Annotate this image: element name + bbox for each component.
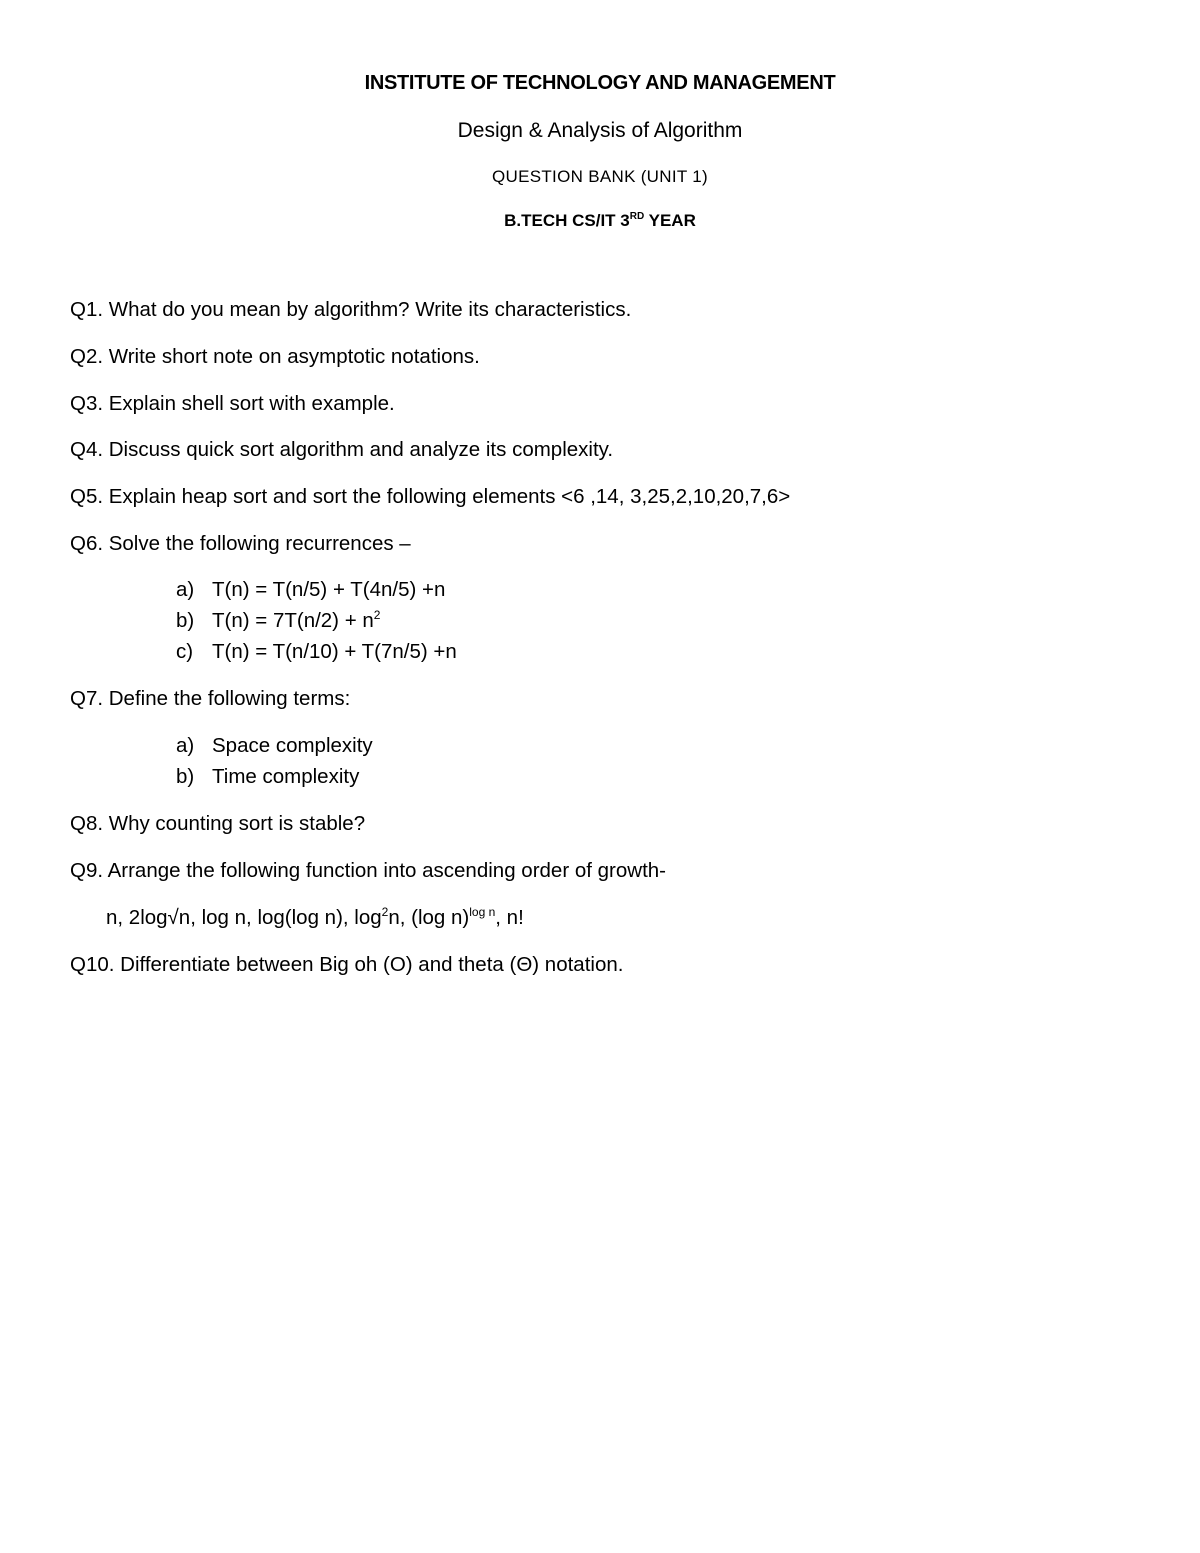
course-year: [0, 211, 1200, 231]
recurrence-text: T(n) = T(n/10) + T(7n/5) +n: [212, 640, 457, 663]
list-marker: a): [176, 734, 195, 757]
question-7: Q7. Define the following terms:: [70, 687, 351, 710]
list-marker: a): [176, 578, 195, 601]
question-4: Q4. Discuss quick sort algorithm and analyze its complexity.: [70, 438, 614, 461]
exponent: log n: [469, 905, 496, 919]
recurrence-text: T(n) = 7T(n/2) + n: [212, 609, 374, 632]
question-1: Q1. What do you mean by algorithm? Write its characteristics.: [70, 298, 632, 321]
question-6: Q6. Solve the following recurrences –: [70, 532, 411, 555]
question-6-item-b: [176, 609, 380, 633]
question-5: Q5. Explain heap sort and sort the following elements <6 ,14, 3,25,2,10,20,7,6>: [70, 485, 791, 508]
functions-part-2: n, (log n): [388, 906, 470, 929]
question-10: Q10. Differentiate between Big oh (O) and theta (Θ) notation.: [70, 953, 624, 976]
exponent: 2: [381, 905, 389, 919]
exponent: 2: [373, 608, 381, 622]
functions-part-1: n, 2log√n, log n, log(log n), log: [106, 906, 382, 929]
institute-title: INSTITUTE OF TECHNOLOGY AND MANAGEMENT: [364, 72, 836, 94]
list-marker: b): [176, 609, 195, 632]
functions-part-3: , n!: [495, 906, 524, 929]
course-year-prefix: B.TECH CS/IT 3: [504, 211, 630, 230]
question-7-item-a: [176, 734, 373, 758]
question-6-item-a: [176, 578, 445, 602]
question-bank-title: QUESTION BANK (UNIT 1): [492, 167, 708, 186]
list-marker: b): [176, 765, 195, 788]
question-6-item-c: [176, 640, 457, 664]
question-2: Q2. Write short note on asymptotic notations.: [70, 345, 480, 368]
term-text: Time complexity: [212, 765, 360, 788]
course-year-superscript: RD: [629, 211, 645, 222]
subject-title: Design & Analysis of Algorithm: [457, 119, 743, 142]
question-8: Q8. Why counting sort is stable?: [70, 812, 366, 835]
question-9-functions: [106, 906, 524, 930]
list-marker: c): [176, 640, 194, 663]
question-7-item-b: [176, 765, 359, 789]
course-year-suffix: YEAR: [644, 211, 696, 230]
question-3: Q3. Explain shell sort with example.: [70, 392, 395, 415]
question-9: Q9. Arrange the following function into ascending order of growth-: [70, 859, 666, 882]
term-text: Space complexity: [212, 734, 373, 757]
recurrence-text: T(n) = T(n/5) + T(4n/5) +n: [212, 578, 446, 601]
